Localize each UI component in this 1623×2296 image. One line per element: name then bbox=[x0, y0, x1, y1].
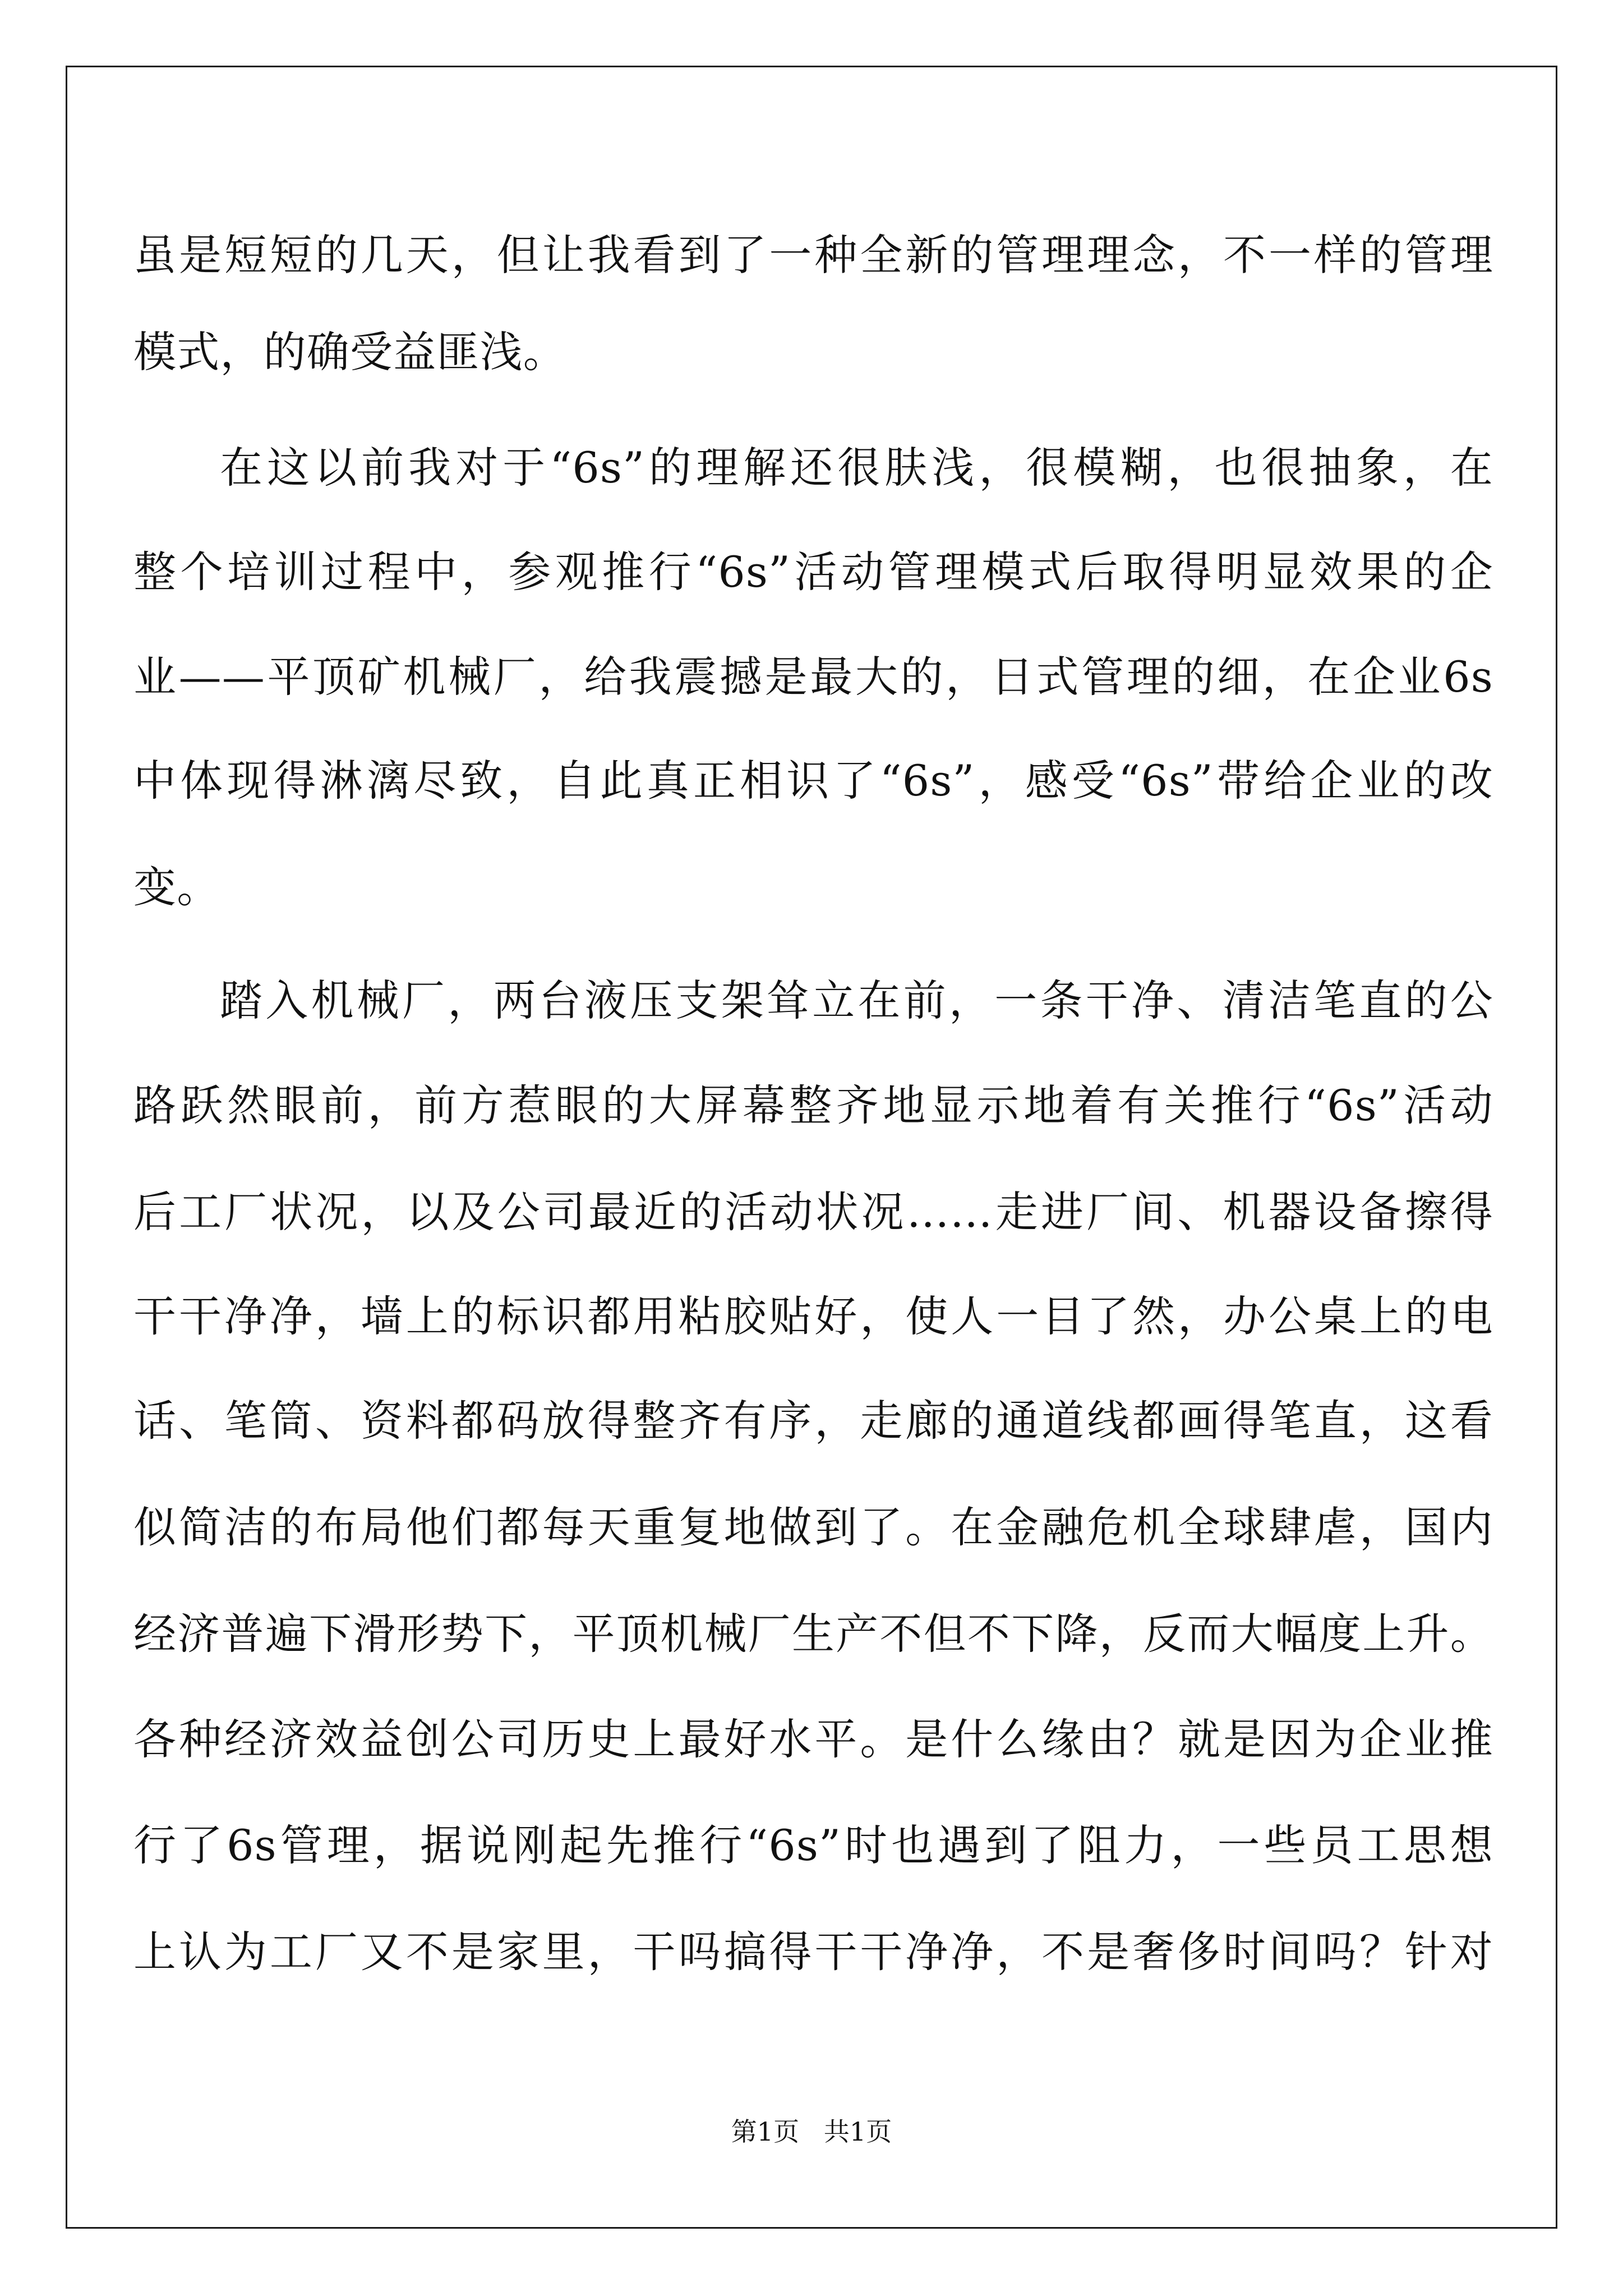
body-line-3: 在这以前我对于“6s”的理解还很肤浅，很模糊，也很抽象，在 bbox=[220, 443, 1493, 493]
page-border bbox=[66, 66, 1557, 2229]
body-line-12: 话、笔筒、资料都码放得整齐有序，走廊的通道线都画得笔直，这看 bbox=[133, 1396, 1493, 1446]
body-line-17: 上认为工厂又不是家里，干吗搞得干干净净，不是奢侈时间吗？针对 bbox=[133, 1927, 1493, 1977]
body-line-15: 各种经济效益创公司历史上最好水平。是什么缘由？就是因为企业推 bbox=[133, 1714, 1493, 1764]
body-line-1: 虽是短短的几天，但让我看到了一种全新的管理理念，不一样的管理 bbox=[133, 230, 1493, 280]
body-line-5: 业——平顶矿机械厂，给我震撼是最大的，日式管理的细，在企业6s bbox=[133, 652, 1493, 702]
body-line-13: 似简洁的布局他们都每天重复地做到了。在金融危机全球肆虐，国内 bbox=[133, 1502, 1493, 1552]
body-line-8: 踏入机械厂，两台液压支架耸立在前，一条干净、清洁笔直的公 bbox=[220, 976, 1493, 1025]
body-line-16: 行了6s管理，据说刚起先推行“6s”时也遇到了阻力，一些员工思想 bbox=[133, 1820, 1493, 1870]
body-line-14: 经济普遍下滑形势下，平顶机械厂生产不但不下降，反而大幅度上升。 bbox=[133, 1609, 1493, 1659]
body-line-11: 干干净净，墙上的标识都用粘胶贴好，使人一目了然，办公桌上的电 bbox=[133, 1291, 1493, 1341]
page-footer: 第1页 共1页 bbox=[731, 2116, 892, 2147]
body-line-7: 变。 bbox=[133, 862, 220, 912]
body-line-4: 整个培训过程中，参观推行“6s”活动管理模式后取得明显效果的企 bbox=[133, 547, 1493, 597]
body-line-10: 后工厂状况，以及公司最近的活动状况……走进厂间、机器设备擦得 bbox=[133, 1187, 1493, 1237]
body-line-9: 路跃然眼前，前方惹眼的大屏幕整齐地显示地着有关推行“6s”活动 bbox=[133, 1080, 1493, 1130]
body-line-2: 模式，的确受益匪浅。 bbox=[133, 327, 566, 377]
body-line-6: 中体现得淋漓尽致，自此真正相识了“6s”，感受“6s”带给企业的改 bbox=[133, 756, 1493, 806]
